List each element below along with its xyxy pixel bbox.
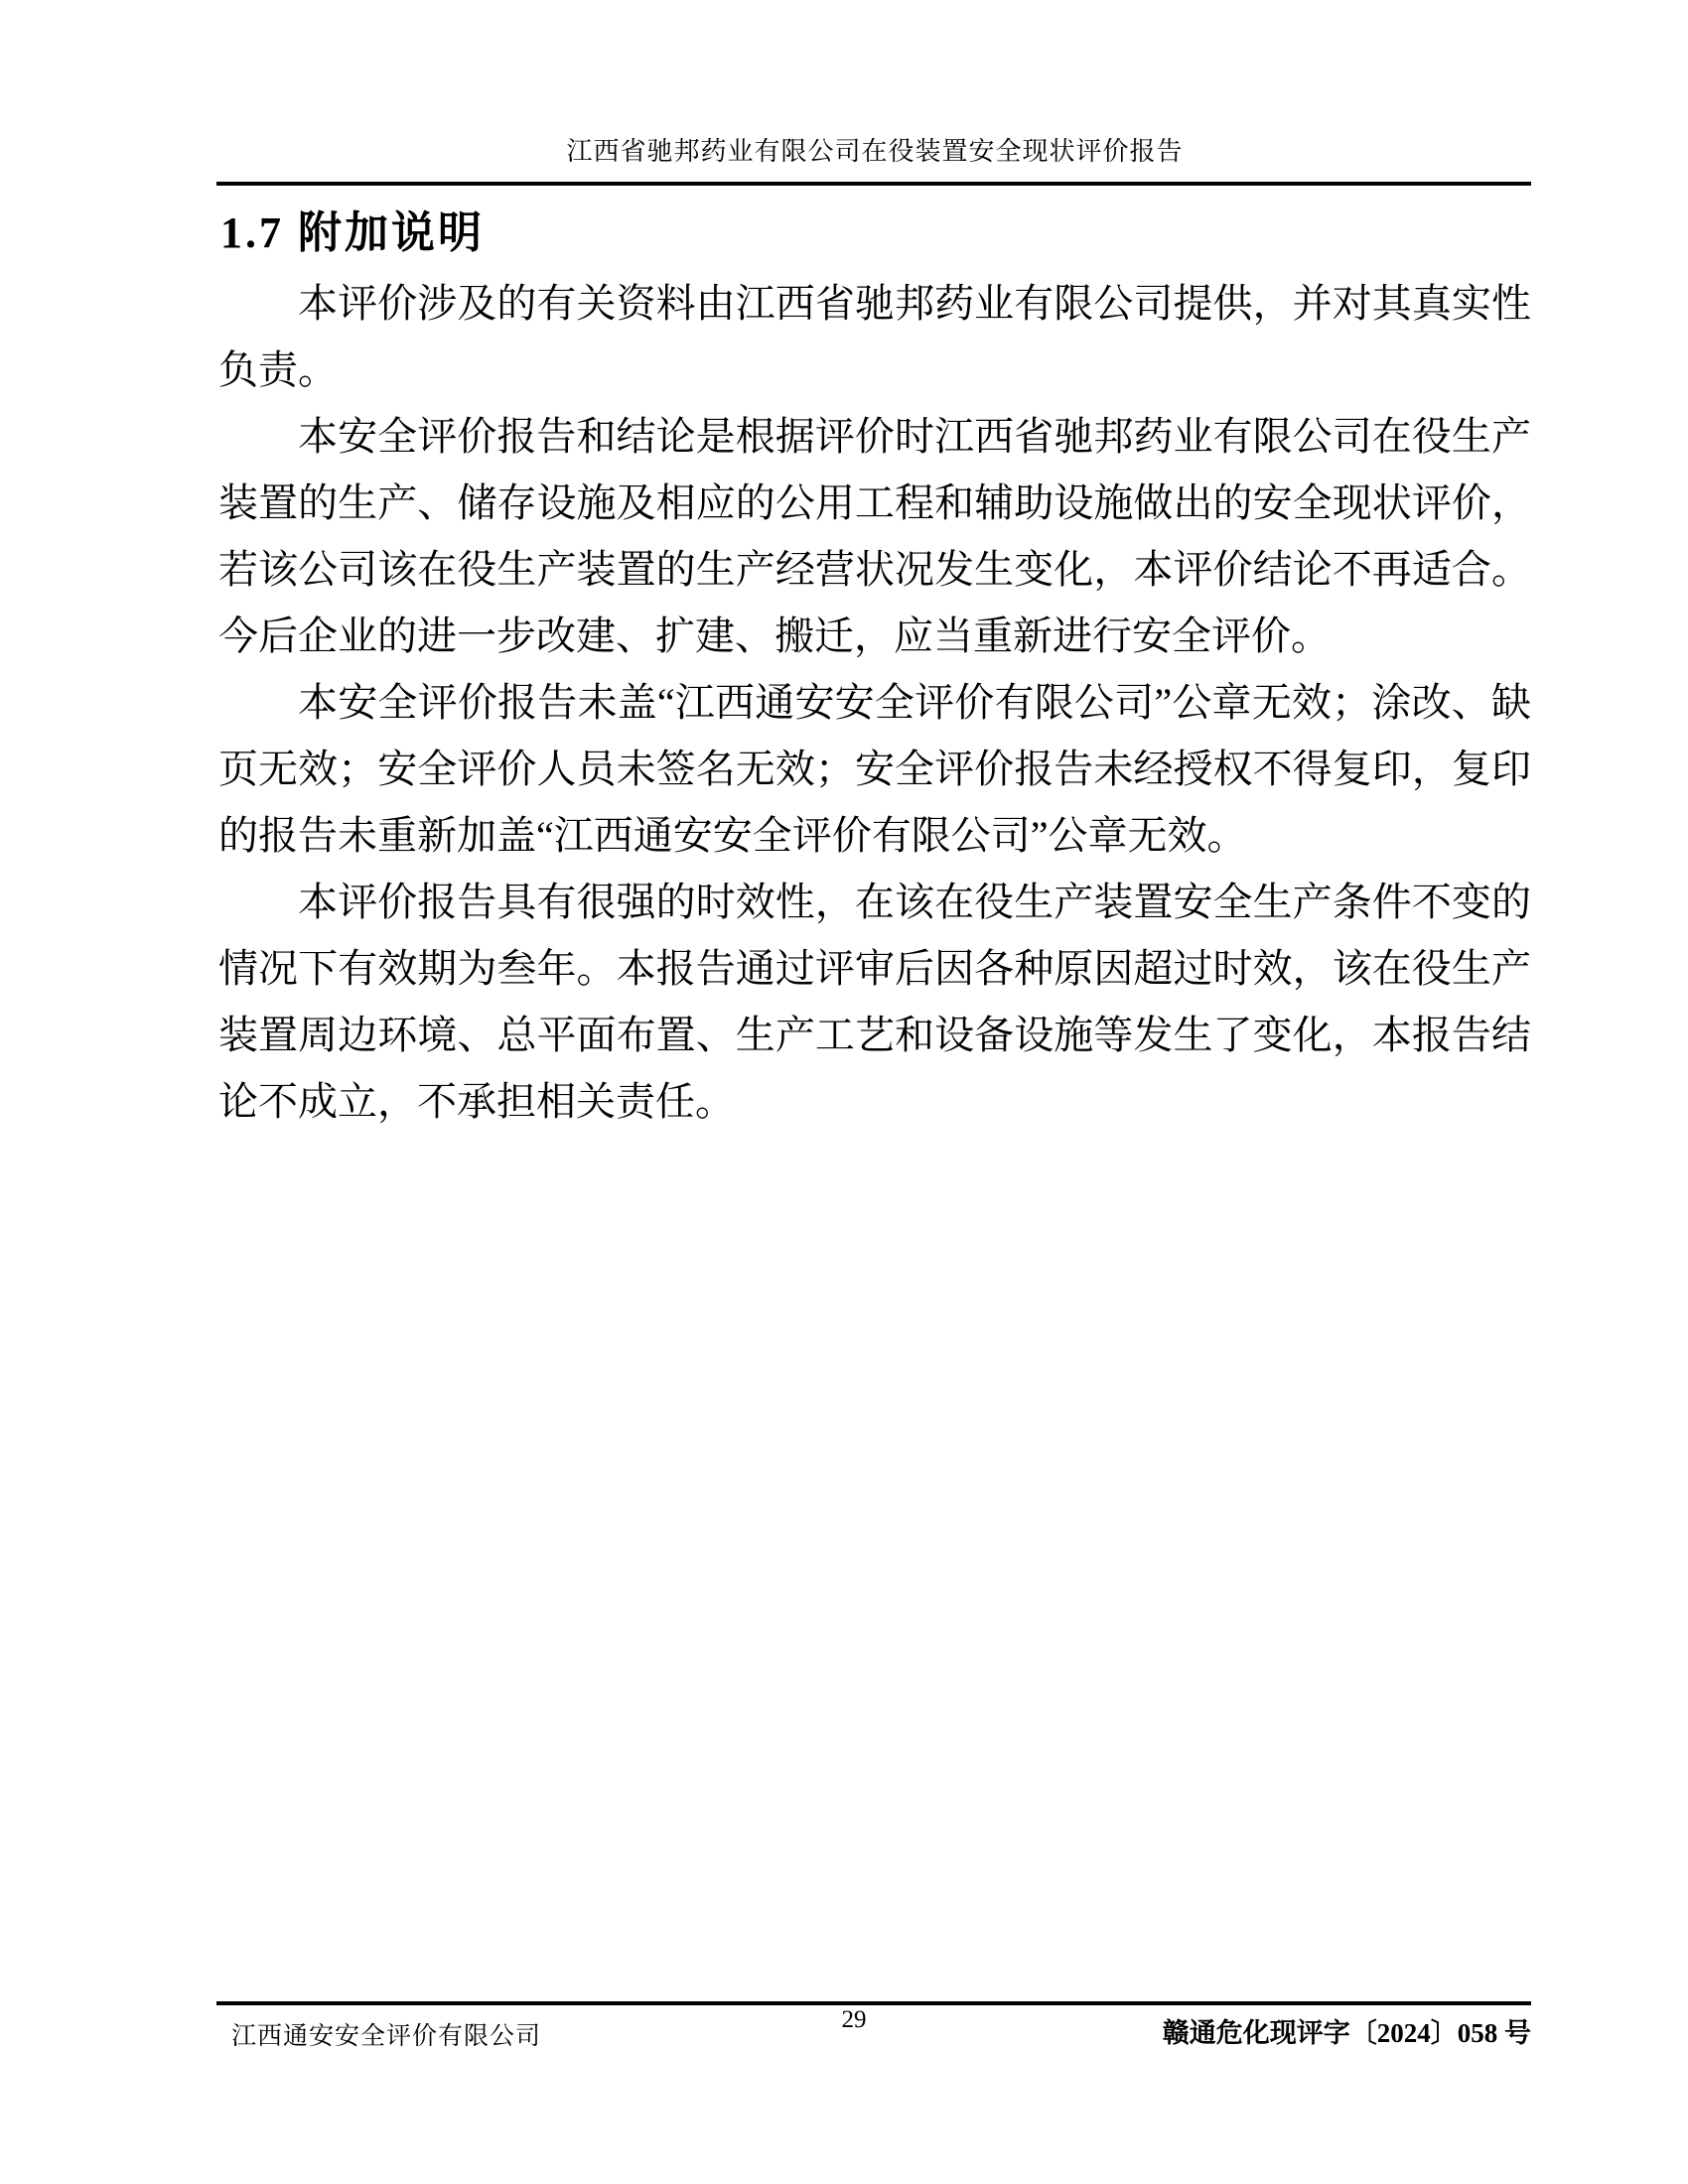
footer-doc-number: 赣通危化现评字〔2024〕058 号 <box>1162 2018 1531 2048</box>
paragraph-4: 本评价报告具有很强的时效性，在该在役生产装置安全生产条件不变的情况下有效期为叁年。本报告通过评审后因各种原因超过时效，该在役生产装置周边环境、总平面布置、生产工艺和设备设施等发生了变化，本报告结论不成立，不承担相关责任。 <box>218 880 1531 1124</box>
paragraph-2: 本安全评价报告和结论是根据评价时江西省驰邦药业有限公司在役生产装置的生产、储存设施及相应的公用工程和辅助设施做出的安全现状评价，若该公司该在役生产装置的生产经营状况发生变化，本评价结论不再适合。今后企业的进一步改建、扩建、搬迁，应当重新进行安全评价。 <box>218 414 1531 658</box>
header-rule <box>216 182 1531 186</box>
footer-page-number: 29 <box>841 2006 867 2033</box>
paragraph-1: 本评价涉及的有关资料由江西省驰邦药业有限公司提供，并对其真实性负责。 <box>218 281 1531 392</box>
section-heading: 1.7 附加说明 <box>220 208 485 257</box>
footer-rule <box>216 2001 1531 2005</box>
paragraph-3: 本安全评价报告未盖“江西通安安全评价有限公司”公章无效；涂改、缺页无效；安全评价人员未签名无效；安全评价报告未经授权不得复印，复印的报告未重新加盖“江西通安安全评价有限公司”公章无效。 <box>218 680 1531 858</box>
body-text <box>218 270 1531 1135</box>
running-header-title: 江西省驰邦药业有限公司在役装置安全现状评价报告 <box>566 137 1184 166</box>
footer-company-name: 江西通安安全评价有限公司 <box>231 2023 542 2050</box>
